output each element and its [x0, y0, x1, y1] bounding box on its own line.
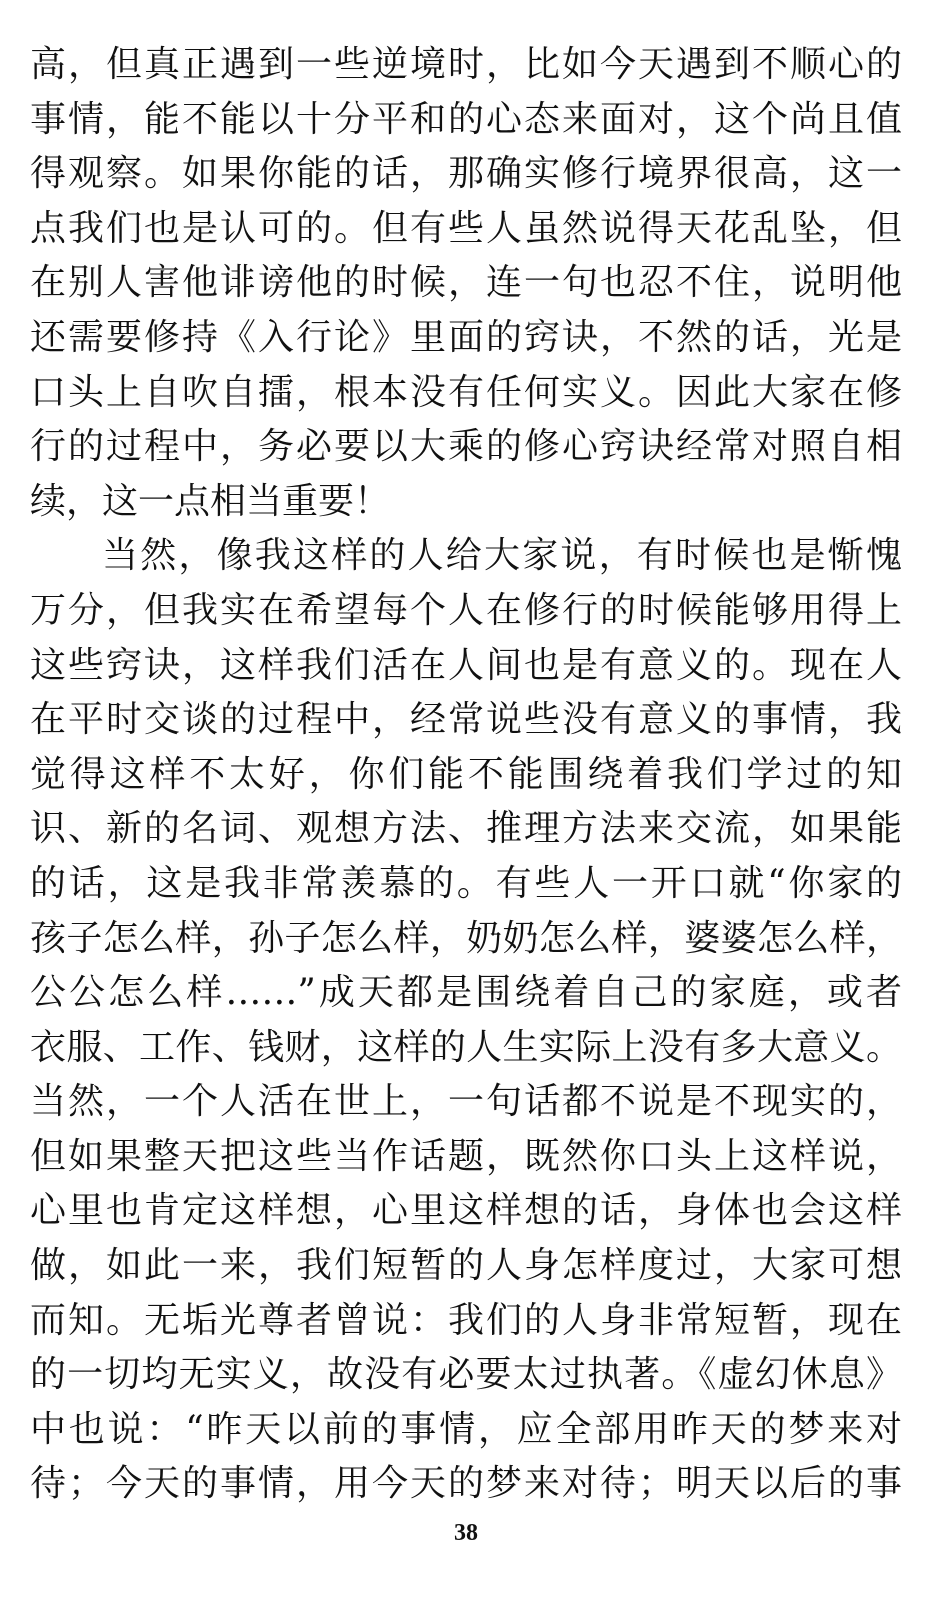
text-line: 万分，但我实在希望每个人在修行的时候能够用得上 [30, 589, 902, 631]
text-line: 这些窍诀，这样我们活在人间也是有意义的。现在人 [30, 644, 902, 686]
text-line: 在平时交谈的过程中，经常说些没有意义的事情，我 [30, 699, 902, 741]
text-line: 当然，一个人活在世上，一句话都不说是不现实的， [30, 1081, 902, 1123]
text-line: 还需要修持《入行论》里面的窍诀，不然的话，光是 [30, 316, 902, 358]
text-line: 的话，这是我非常羡慕的。有些人一开口就“你家的 [30, 862, 902, 904]
text-line: 心里也肯定这样想，心里这样想的话，身体也会这样 [30, 1190, 902, 1232]
text-line: 高，但真正遇到一些逆境时，比如今天遇到不顺心的 [30, 44, 902, 85]
text-line: 觉得这样不太好，你们能不能围绕着我们学过的知 [30, 753, 902, 795]
text-line: 衣服、工作、钱财，这样的人生实际上没有多大意义。 [30, 1026, 902, 1068]
text-line: 口头上自吹自擂，根本没有任何实义。因此大家在修 [30, 371, 902, 413]
text-line: 的一切均无实义，故没有必要太过执著。《虚幻休息》 [30, 1354, 902, 1396]
text-line: 在别人害他诽谤他的时候，连一句也忍不住，说明他 [30, 262, 902, 304]
text-line: 孩子怎么样，孙子怎么样，奶奶怎么样，婆婆怎么样， [30, 917, 902, 959]
text-line: 但如果整天把这些当作话题，既然你口头上这样说， [30, 1135, 902, 1177]
text-line: 公公怎么样……”成天都是围绕着自己的家庭，或者 [30, 972, 902, 1014]
text-line: 点我们也是认可的。但有些人虽然说得天花乱坠，但 [30, 207, 902, 249]
text-line: 当然，像我这样的人给大家说，有时候也是惭愧 [102, 535, 902, 577]
text-line: 行的过程中，务必要以大乘的修心窍诀经常对照自相 [30, 426, 902, 468]
text-line: 续，这一点相当重要！ [30, 480, 391, 522]
text-line: 中也说：“昨天以前的事情，应全部用昨天的梦来对 [30, 1408, 902, 1450]
text-line: 而知。无垢光尊者曾说：我们的人身非常短暂，现在 [30, 1299, 902, 1341]
text-line: 得观察。如果你能的话，那确实修行境界很高，这一 [30, 153, 902, 195]
text-line: 待；今天的事情，用今天的梦来对待；明天以后的事 [30, 1463, 902, 1505]
text-line: 识、新的名词、观想方法、推理方法来交流，如果能 [30, 808, 902, 850]
text-line: 做，如此一来，我们短暂的人身怎样度过，大家可想 [30, 1245, 902, 1287]
page-number: 38 [454, 1520, 478, 1546]
paragraph-1 [30, 38, 902, 529]
text-line: 事情，能不能以十分平和的心态来面对，这个尚且值 [30, 98, 902, 140]
page-body [30, 38, 902, 1512]
paragraph-2 [30, 529, 902, 1512]
